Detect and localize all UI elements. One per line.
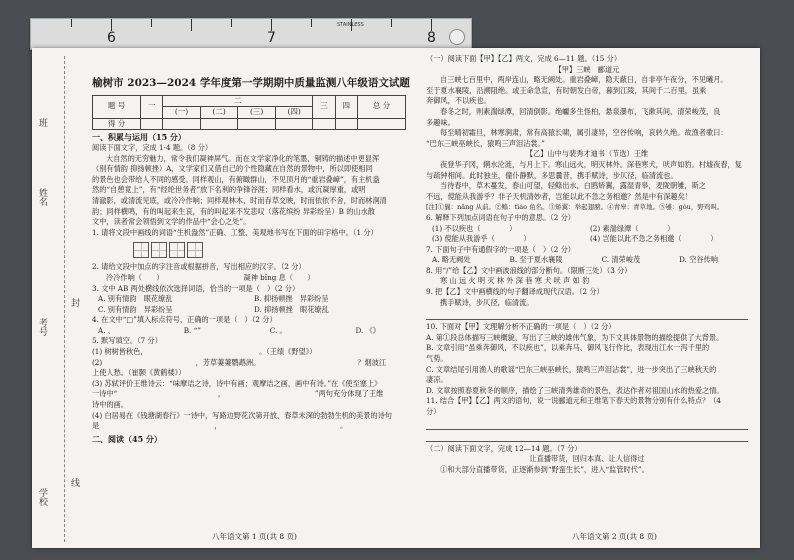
exam-title: 榆树市 2023—2024 学年度第一学期期中质量监测八年级语文试题 (92, 77, 410, 89)
dictation-line[interactable]: (2) ，芳草萋萋鹦鹉洲。 ？烟波江 (92, 357, 387, 367)
option[interactable]: D. 抑扬顿挫 眼花缭乱 (254, 304, 329, 314)
option[interactable]: B. 至于夏水襄陵 (509, 255, 563, 265)
ruler-number: 6 (107, 30, 116, 46)
answer-line[interactable] (426, 310, 748, 320)
reading-passage (92, 154, 410, 228)
cut-line (64, 56, 65, 542)
score-header: 题 号 (93, 95, 141, 118)
section-heading: 二、阅读（45 分） (92, 433, 162, 444)
option[interactable]: D. 空谷传响 (679, 255, 718, 265)
option[interactable]: D. 《》 (355, 325, 380, 335)
answer-line[interactable] (426, 420, 748, 430)
score-col: 一 (141, 95, 163, 118)
binding-margin (32, 48, 92, 548)
score-cell[interactable] (163, 118, 201, 130)
ruler-brand: STAINLESS (337, 22, 364, 28)
answer-item[interactable]: 冷冷作响（ ） (106, 272, 164, 282)
side-label-seal: 封 (69, 298, 79, 307)
annotations: [注]①曩：nǎng 从前。②鲦：tiáo 鱼名。③矫翼：举起翅膀。④青皋：青草地。⑤雊：gòu，野鸡叫。 (426, 203, 724, 212)
question-11: 11. 结合【甲】【乙】两文的语句，说一说郦道元和王维笔下春天的景物分别有什么特点？（4 (426, 396, 722, 406)
score-subcol: (四) (275, 107, 313, 119)
option: 气势。 (426, 354, 448, 364)
ruler-number: 7 (267, 30, 276, 46)
side-label-school: 学校 (37, 488, 47, 506)
question-10: 10. 下面对【甲】文理解分析不正确的一项是（ ）（2 分） (426, 322, 616, 332)
side-label-id: 考号 (37, 318, 47, 336)
score-cell[interactable] (335, 118, 357, 130)
passage-line: ①和大部分直播带货，正逐渐参到“野蛮生长”，进入“监管时代”。 (440, 464, 649, 474)
score-table (92, 95, 406, 131)
passage-line: 自三峡七百里中，两岸连山，略无阙处。重岩叠嶂，隐天蔽日，自非亭午夜分，不见曦月。 (440, 75, 728, 85)
passage-line: 多趣味。 (426, 117, 455, 127)
answer-item[interactable]: 凝神 bǐng 息（ ） (243, 272, 315, 282)
dictation-line: 上使人愁。（崔颢《黄鹤楼》） (92, 368, 186, 378)
dictation-line[interactable]: 是 ， 。 (92, 421, 348, 431)
passage-line: 清澈影，或清流见底，或冷冷作响；同样观林木，时而吞草交映，时而依依不舍，时而林涧清 (92, 195, 387, 205)
option[interactable]: A. 别有情韵 眼花缭乱 (98, 294, 173, 304)
page-footer: 八年语文第 2 页(共 8 页) (572, 532, 657, 541)
score-cell[interactable] (141, 118, 163, 130)
answer-item[interactable]: (2) 素湍绿潭（ ） (590, 223, 675, 233)
score-cell[interactable] (357, 118, 405, 130)
passage-line: 每至晴初霜旦，林寒涧肃，常有高猿长啸，属引凄异，空谷传响，哀转久绝。故渔者歌曰： (440, 128, 728, 138)
text-title: 【甲】三峡 郦道元 (554, 64, 620, 74)
option[interactable]: C. 文章结尾引用渔人的歌谣“巴东三峡巫峡长，猿鸣三声泪沾裳”，进一步突出了三峡秋天的 (426, 364, 717, 374)
question-8: 8. 用“/”给【乙】文中画波浪线的部分断句。（限断三处）（3 分） (426, 265, 632, 275)
side-label-class: 班 (37, 118, 47, 127)
passage-line: 文中，读者常会领悟到文学的作品中“会心之处”。 (92, 217, 251, 227)
page-footer: 八年语文第 1 页(共 8 页) (212, 532, 297, 541)
passage-line: 的景色也会带给人不同的感受。同样观山，有俯瞰群山，不见顶月的“重岩叠嶂”，有主机盎 (92, 174, 380, 184)
score-col: 四 (335, 95, 357, 118)
option[interactable]: C. 。 (269, 325, 287, 335)
passage-line: “巴东三峡巫峡长，猿鸣三声泪沾裳。” (426, 138, 545, 148)
section-heading: （二）阅读下面文字，完成 12—14 题。（7 分） (426, 443, 582, 453)
score-col: 二 (163, 95, 313, 107)
option[interactable]: C. 别有情韵 异彩纷呈 (98, 304, 173, 314)
question-9: 9. 把【乙】文中画横线的句子翻译成现代汉语。（2 分） (426, 287, 604, 297)
question-1: 1. 请将文段中画线的词语“生机盎然”正确、工整、美观地书写在下面的田字格中。（1 分） (92, 227, 378, 237)
text-title: 【乙】山中与裴秀才迪书（节选）王维 (525, 149, 649, 159)
score-cell[interactable] (275, 118, 313, 130)
dictation-line: (3) 苏轼评价王维诗云：“味摩诘之诗，诗中有画；观摩诘之画，画中有诗。”在《使至塞上》 (92, 378, 382, 388)
passage-line: 大自然的无穷魅力，常令我们凝神屏气。而在文学家净化的笔墨，铜铸的描述中更显浑 (106, 153, 380, 163)
passage-line: 至于夏水襄陵，沿溯阻绝。或王命急宣，有时朝发白帝，暮到江陵，其间千二百里，虽乘 (426, 85, 707, 95)
segmentation-text[interactable]: 寒 山 远 火 明 灭 林 外 深 巷 寒 犬 吠 声 如 豹 (440, 276, 590, 286)
reading-instructions: （一）阅读下面【甲】【乙】两文，完成 6—11 题。（15 分） (426, 54, 622, 63)
passage-line: 不远，傥能从我游乎？非子天机清妙者，岂能以此不急之务相邀？然是中有深趣矣！ (426, 191, 692, 201)
option[interactable]: D. 文章按照春夏秋冬的顺序，描绘了三峡清秀雄奇的景色，表达作者对祖国山水的热爱之情。 (426, 385, 724, 395)
passage-line: 然的“自憩竟上”，有“经纶世务者”放下名利的争锋谷涯；同样看水，或沉凝厚重，或明 (92, 185, 366, 195)
dictation-line[interactable]: 一诗中“ ， ”两句充分体现了王维 (92, 389, 384, 399)
side-label-line: 线 (69, 478, 79, 487)
score-cell[interactable] (200, 118, 238, 130)
question-7: 7. 下面句子中有通假字的一项是（ ）（2 分） (426, 244, 575, 254)
option[interactable]: A. 略无阙处 (432, 255, 471, 265)
score-subcol: (一) (163, 107, 201, 119)
question-4: 4. 在文中“□”填入标点符号，正确的一项是（ ）（2 分） (92, 315, 277, 325)
passage-line: 奔御风，不以疾也。 (426, 96, 491, 106)
option[interactable]: A. 、 (98, 325, 115, 335)
question-2: 2. 请给文段中加点的字注音或根据拼音，写出相应的汉字。（2 分） (92, 262, 306, 272)
instructions: 阅读下面文字，完成 1-4 题。（8 分） (92, 142, 213, 152)
option: 凄凉。 (426, 375, 448, 385)
passage-line: 与疏钟相间。此时独坐，僮仆静默，多思曩昔，携手赋诗，步仄径，临清流也。 (426, 170, 678, 180)
ruler-number: 8 (427, 30, 436, 46)
passage-line: 韵；同样横鸣，有的叫起来生哀，有的叫起来不发悲叹（落花缤纷 异彩纷呈）B 的山水散 (92, 206, 375, 216)
exam-paper (32, 48, 760, 548)
score-cell[interactable] (313, 118, 335, 130)
ruler (30, 18, 472, 50)
translation-sentence: 携手赋诗，步仄径，临清流。 (440, 297, 534, 307)
ruler-hole-icon (449, 29, 465, 45)
page-1 (92, 54, 410, 444)
score-col: 总 分 (357, 95, 405, 118)
section-heading: 一、积累与运用（15 分） (92, 132, 186, 143)
side-label-name: 姓名 (37, 188, 47, 206)
score-subcol: (三) (238, 107, 276, 119)
answer-item[interactable]: (1) 不以疾也（ ） (432, 223, 517, 233)
question-3: 3. 文中 AB 两处横线依次选择词语，恰当的一项是（ ）（2 分） (92, 283, 300, 293)
question-6: 6. 解释下列加点词语在句子中的意思。（2 分） (426, 212, 575, 222)
writing-grid[interactable] (132, 241, 410, 259)
option[interactable]: B. 文章引用“虽乘奔御风，不以疾也”，以乘奔马、御风飞行作比，表现出江水一泻千里的 (426, 343, 710, 353)
passage-line: 春冬之时，则素湍绿潭，回清倒影。绝巘多生怪柏，悬泉瀑布，飞漱其间，清荣峻茂，良 (440, 106, 721, 116)
option[interactable]: C. 清荣峻茂 (601, 255, 641, 265)
score-col: 三 (313, 95, 335, 118)
answer-line[interactable] (426, 432, 748, 442)
score-cell[interactable] (238, 118, 276, 130)
question-11-cont: 分） (426, 407, 441, 416)
option[interactable]: B. 抑扬顿挫 异彩纷呈 (254, 294, 329, 304)
score-row-label: 得 分 (93, 118, 141, 130)
passage-line: 夜登华子冈，辋水沦涟，与月上下。寒山远火，明灭林外。深巷寒犬，吠声如豹。村墟夜舂，复 (440, 159, 742, 169)
answer-item[interactable]: (4) 岂能以此不急之务相邀（ ） (590, 234, 718, 244)
page-2 (426, 54, 748, 475)
option[interactable]: A. 第①段总体描写三峡概貌，写出了三峡的雄伟气象，为下文具体景物的描绘提供了大背景。 (426, 332, 724, 342)
dictation-line: 诗中的画。 (92, 400, 128, 410)
score-subcol: (二) (200, 107, 238, 119)
article-title: 让直播带货，回归本真、让人信得过 (529, 454, 645, 464)
answer-item[interactable]: (3) 傥能从我游乎（ ） (432, 234, 531, 244)
question-5: 5. 默写填空。（7 分） (92, 336, 162, 346)
dictation-line: (4) 白居易在《钱塘湖春行》一诗中，写路边野花次第开放、春草未深的勃勃生机的美景的诗句 (92, 410, 392, 420)
dictation-line[interactable]: (1) 树树皆秋色， 。（王绩《野望》） (92, 347, 317, 357)
passage-line: 当待春中，草木蔓发，春山可望，轻鲦出水，白鸥矫翼，露湿青皋，麦陇朝雊，斯之 (440, 181, 706, 191)
passage-line: （别有情韵 抑扬顿挫）A，文学家们又借自己的个性隐藏在自然的景物中，所以即使相同 (92, 164, 373, 174)
option[interactable]: B. “” (183, 325, 201, 335)
